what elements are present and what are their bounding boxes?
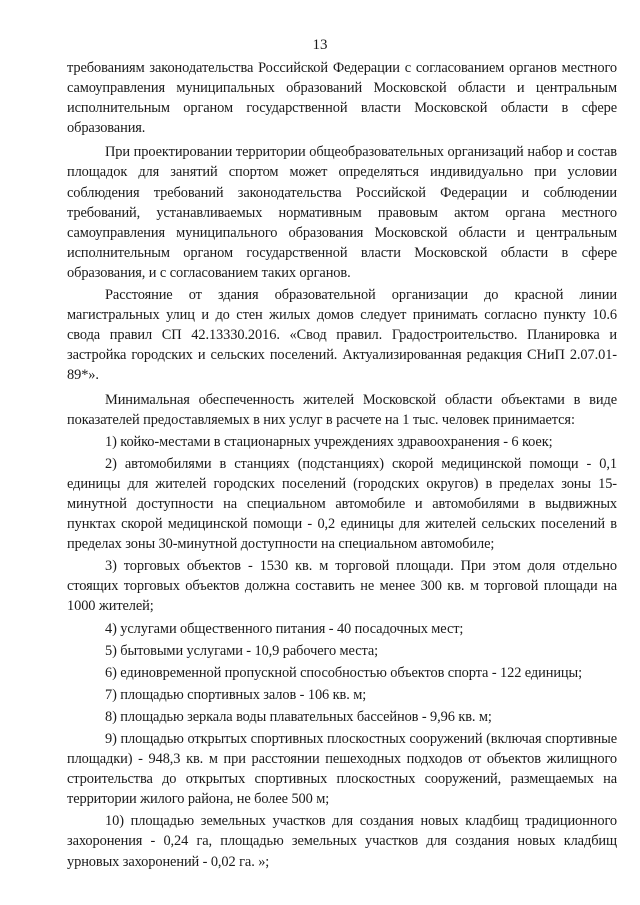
page-number: 13 [312, 37, 328, 53]
paragraph-continuation: требованиям законодательства Российской Федерации с согласованием органов местного самоуправления муниципальных образований Московской области и центральным исполнительным органом государственной власти Московской области в сфере образования. [67, 60, 617, 137]
document-body [67, 58, 617, 872]
list-item-8: 8) площадью зеркала воды плавательных бассейнов - 9,96 кв. м; [105, 708, 492, 725]
list-item-3: 3) торговых объектов - 1530 кв. м торговой площади. При этом доля отдельно стоящих торговых объектов должна составить не менее 300 кв. м торговой площади на 1000 жителей; [67, 558, 617, 615]
list-item-6: 6) единовременной пропускной способностью объектов спорта - 122 единицы; [105, 664, 583, 681]
list-item-9: 9) площадью открытых спортивных плоскостных сооружений (включая спортивные площадки) - 948,3 кв. м при расстоянии пешеходных подходов от объектов жилищного строительства до открытых спортивных плоскостных сооружений, размещаемых на территории жилого района, не более 500 м; [67, 731, 617, 808]
list-item-5: 5) бытовыми услугами - 10,9 рабочего места; [105, 642, 379, 659]
list-item-2: 2) автомобилями в станциях (подстанциях) скорой медицинской помощи - 0,1 единицы для жителей городских поселений (городских округов) в пределах зоны 15-минутной доступности на специальном автомобиле и автомобилями в выдвижных пунктах скорой медицинской помощи - 0,2 единицы для жителей сельских поселений в пределах зоны 30-минутной доступности на специальном автомобиле; [67, 455, 617, 553]
paragraph-distance: Расстояние от здания образовательной организации до красной линии магистральных улиц и до стен жилых домов следует принимать согласно пункту 10.6 свода правил СП 42.13330.2016. «Свод правил. Градостроительство. Планировка и застройка городских и сельских поселений. Актуализированная редакция СНиП 2.07.01-89*». [67, 287, 617, 384]
list-item-7: 7) площадью спортивных залов - 106 кв. м; [105, 686, 367, 703]
paragraph-sports-grounds: При проектировании территории общеобразовательных организаций набор и состав площадок для занятий спортом может определяться индивидуально при условии соблюдения требований законодательства Российской Федерации и соблюдении требований, устанавливаемых нормативным правовым актом органа местного самоуправления муниципального образования Московской области и центральным исполнительным органом государственной власти Московской области в сфере образования, и с согласованием таких органов. [67, 144, 617, 281]
list-item-4: 4) услугами общественного питания - 40 посадочных мест; [105, 620, 464, 637]
list-item-10: 10) площадью земельных участков для создания новых кладбищ традиционного захоронения - 0,24 га, площадью земельных участков для создания новых кладбищ урновых захоронений - 0,02 га. »; [67, 813, 617, 870]
paragraph-minimum-provision: Минимальная обеспеченность жителей Московской области объектами в виде показателей предоставляемых в них услуг в расчете на 1 тыс. человек принимается: [67, 391, 617, 428]
list-item-1: 1) койко-местами в стационарных учреждениях здравоохранения - 6 коек; [105, 433, 553, 450]
